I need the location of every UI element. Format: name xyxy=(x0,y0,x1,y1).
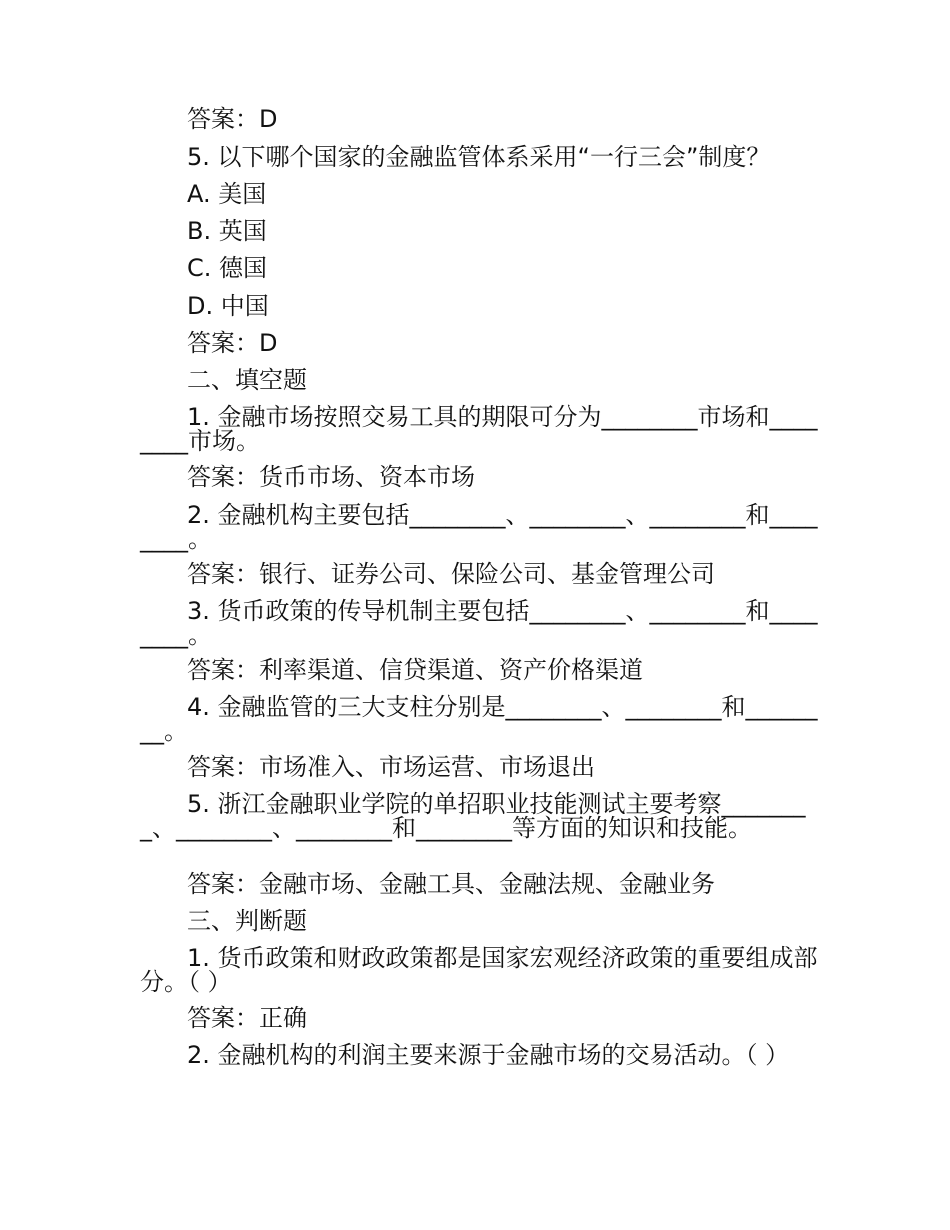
answer-line: 答案：货币市场、资本市场 xyxy=(187,463,475,491)
answer-line: 答案：金融市场、金融工具、金融法规、金融业务 xyxy=(187,870,715,898)
question-line: 2. 金融机构主要包括________、________、________和________。 xyxy=(140,501,818,553)
answer-line: 答案：D xyxy=(187,329,278,357)
option-line: A. 美国 xyxy=(187,180,267,208)
question-line: 3. 货币政策的传导机制主要包括________、________和________。 xyxy=(140,597,818,649)
option-line: C. 德国 xyxy=(187,254,268,282)
question-line: 2. 金融机构的利润主要来源于金融市场的交易活动。（ ） xyxy=(187,1041,790,1069)
answer-line: 答案：市场准入、市场运营、市场退出 xyxy=(187,753,595,781)
answer-line: 答案：D xyxy=(187,105,278,133)
question-line: 5. 浙江金融职业学院的单招职业技能测试主要考察________、________、________和________等方面的知识和技能。 xyxy=(140,790,806,842)
question-line: 5. 以下哪个国家的金融监管体系采用“一行三会”制度？ xyxy=(187,143,771,171)
section-heading: 二、填空题 xyxy=(187,366,307,394)
option-line: B. 英国 xyxy=(187,217,267,245)
option-line: D. 中国 xyxy=(187,292,269,320)
question-line: 1. 货币政策和财政政策都是国家宏观经济政策的重要组成部分。（ ） xyxy=(140,944,818,996)
answer-line: 答案：利率渠道、信贷渠道、资产价格渠道 xyxy=(187,656,643,684)
answer-line: 答案：正确 xyxy=(187,1004,307,1032)
section-heading: 三、判断题 xyxy=(187,907,307,935)
question-line: 1. 金融市场按照交易工具的期限可分为________市场和________市场。 xyxy=(140,403,818,455)
answer-line: 答案：银行、证券公司、保险公司、基金管理公司 xyxy=(187,560,715,588)
question-line: 4. 金融监管的三大支柱分别是________、________和________。 xyxy=(140,693,818,745)
